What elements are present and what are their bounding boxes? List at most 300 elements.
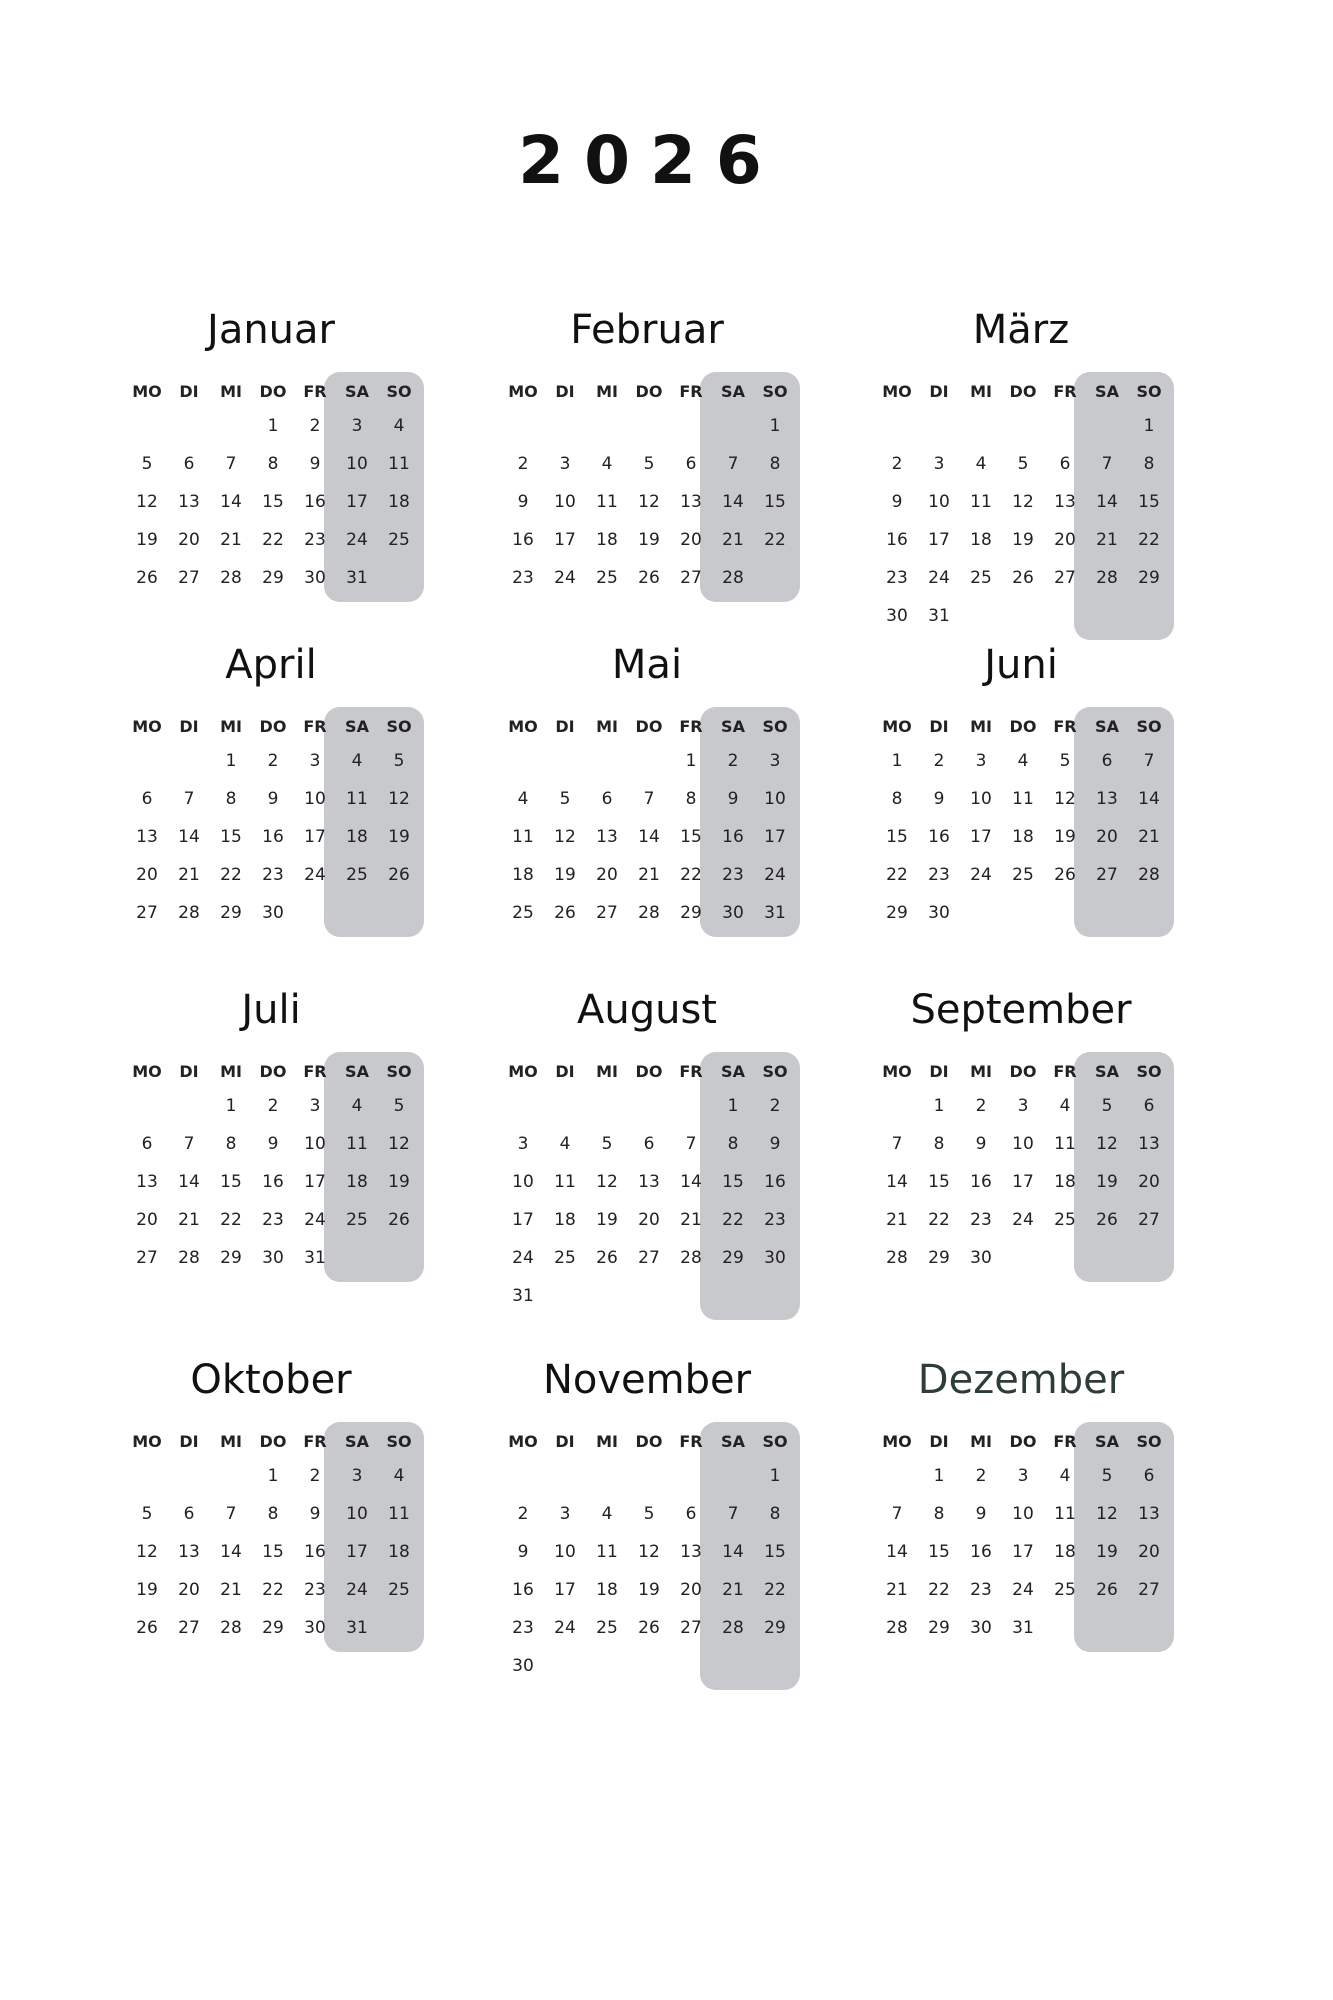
empty-day-cell: [544, 407, 586, 445]
day-cell: 24: [554, 1618, 576, 1638]
day-cell: 5: [559, 789, 571, 809]
day-cell: 12: [596, 1172, 618, 1192]
day-cell: 18: [1054, 1542, 1076, 1562]
day-cell: 22: [262, 1580, 284, 1600]
weekday-header-so: SO: [386, 382, 412, 401]
day-cell: 18: [388, 492, 410, 512]
weekday-header-sa: SA: [345, 1062, 369, 1081]
day-cell: 14: [638, 827, 660, 847]
weekday-header-mo: MO: [132, 717, 162, 736]
month-august: [488, 985, 806, 1315]
day-cell: 12: [388, 1134, 410, 1154]
weekday-header-fr: FR: [303, 717, 327, 736]
day-cell: 7: [183, 789, 195, 809]
day-cell: 8: [267, 1504, 279, 1524]
day-cell: 23: [970, 1210, 992, 1230]
empty-day-cell: [126, 742, 168, 780]
weekday-header-mi: MI: [970, 382, 992, 401]
day-cell: 9: [975, 1134, 987, 1154]
day-cell: 20: [1054, 530, 1076, 550]
weekday-header-mo: MO: [508, 1432, 538, 1451]
day-cell: 29: [680, 903, 702, 923]
day-cell: 10: [512, 1172, 534, 1192]
empty-day-cell: [918, 407, 960, 445]
day-cell: 25: [1012, 865, 1034, 885]
empty-day-cell: [628, 742, 670, 780]
weekday-header-do: DO: [259, 382, 287, 401]
month-name: April: [225, 642, 317, 688]
day-cell: 15: [928, 1542, 950, 1562]
empty-day-cell: [628, 407, 670, 445]
day-cell: 5: [1017, 454, 1029, 474]
day-cell: 9: [517, 492, 529, 512]
day-cell: 22: [220, 1210, 242, 1230]
day-cell: 10: [764, 789, 786, 809]
day-cell: 30: [928, 903, 950, 923]
day-cell: 13: [1138, 1134, 1160, 1154]
day-cell: 18: [388, 1542, 410, 1562]
day-cell: 20: [1138, 1542, 1160, 1562]
day-cell: 4: [351, 1096, 363, 1116]
day-cell: 23: [722, 865, 744, 885]
weekday-header-di: DI: [179, 1432, 199, 1451]
day-cell: 6: [141, 789, 153, 809]
weekday-header-fr: FR: [303, 1062, 327, 1081]
empty-day-cell: [168, 742, 210, 780]
weekday-header-sa: SA: [1095, 382, 1119, 401]
day-cell: 11: [1054, 1504, 1076, 1524]
empty-day-cell: [876, 1457, 918, 1495]
weekday-header-fr: FR: [679, 717, 703, 736]
month-day-grid: [126, 1427, 430, 1647]
day-cell: 28: [178, 1248, 200, 1268]
day-cell: 27: [178, 568, 200, 588]
empty-day-cell: [1086, 407, 1128, 445]
day-cell: 9: [891, 492, 903, 512]
weekday-header-mo: MO: [508, 382, 538, 401]
day-cell: 28: [220, 1618, 242, 1638]
day-cell: 25: [596, 568, 618, 588]
day-cell: 8: [1143, 454, 1155, 474]
day-cell: 26: [1012, 568, 1034, 588]
day-cell: 10: [1012, 1134, 1034, 1154]
day-cell: 9: [267, 789, 279, 809]
day-cell: 2: [267, 751, 279, 771]
day-cell: 11: [388, 454, 410, 474]
weekday-header-so: SO: [762, 1062, 788, 1081]
day-cell: 1: [225, 751, 237, 771]
weekday-header-so: SO: [386, 1062, 412, 1081]
day-cell: 16: [262, 827, 284, 847]
day-cell: 6: [1143, 1096, 1155, 1116]
weekday-header-sa: SA: [1095, 1432, 1119, 1451]
day-cell: 21: [722, 530, 744, 550]
weekday-header-mi: MI: [970, 717, 992, 736]
day-cell: 6: [685, 1504, 697, 1524]
month-name: März: [972, 307, 1070, 353]
weekday-header-mi: MI: [220, 382, 242, 401]
empty-day-cell: [168, 407, 210, 445]
weekday-header-mo: MO: [132, 1432, 162, 1451]
empty-day-cell: [168, 1457, 210, 1495]
month-day-grid: [502, 1427, 806, 1685]
day-cell: 29: [220, 903, 242, 923]
day-cell: 7: [891, 1134, 903, 1154]
day-cell: 19: [136, 1580, 158, 1600]
day-cell: 10: [346, 454, 368, 474]
weekday-header-mo: MO: [882, 717, 912, 736]
day-cell: 10: [304, 789, 326, 809]
day-cell: 13: [178, 492, 200, 512]
day-cell: 30: [512, 1656, 534, 1676]
weekday-header-so: SO: [386, 1432, 412, 1451]
day-cell: 2: [769, 1096, 781, 1116]
day-cell: 14: [722, 492, 744, 512]
weekday-header-fr: FR: [1053, 382, 1077, 401]
day-cell: 1: [267, 416, 279, 436]
day-cell: 12: [638, 492, 660, 512]
weekday-header-do: DO: [635, 717, 663, 736]
empty-day-cell: [960, 407, 1002, 445]
day-cell: 19: [1012, 530, 1034, 550]
day-cell: 18: [346, 827, 368, 847]
day-cell: 26: [1096, 1210, 1118, 1230]
day-cell: 29: [220, 1248, 242, 1268]
day-cell: 3: [933, 454, 945, 474]
day-cell: 21: [638, 865, 660, 885]
day-cell: 8: [769, 454, 781, 474]
day-cell: 10: [346, 1504, 368, 1524]
weekday-header-mo: MO: [882, 382, 912, 401]
day-cell: 16: [512, 530, 534, 550]
day-cell: 9: [727, 789, 739, 809]
month-day-grid: [502, 712, 806, 932]
day-cell: 31: [512, 1286, 534, 1306]
day-cell: 28: [886, 1618, 908, 1638]
day-cell: 15: [764, 492, 786, 512]
empty-day-cell: [586, 1457, 628, 1495]
day-cell: 3: [517, 1134, 529, 1154]
day-cell: 16: [970, 1172, 992, 1192]
weekday-header-do: DO: [1009, 1062, 1037, 1081]
day-cell: 31: [764, 903, 786, 923]
day-cell: 6: [141, 1134, 153, 1154]
day-cell: 20: [178, 1580, 200, 1600]
day-cell: 30: [970, 1618, 992, 1638]
day-cell: 12: [638, 1542, 660, 1562]
calendar-year-title: 2026: [518, 122, 782, 199]
weekday-header-do: DO: [259, 717, 287, 736]
day-cell: 18: [596, 530, 618, 550]
empty-day-cell: [670, 407, 712, 445]
day-cell: 2: [975, 1096, 987, 1116]
day-cell: 23: [512, 568, 534, 588]
day-cell: 30: [886, 606, 908, 626]
day-cell: 8: [933, 1134, 945, 1154]
day-cell: 16: [970, 1542, 992, 1562]
day-cell: 30: [262, 1248, 284, 1268]
day-cell: 21: [220, 530, 242, 550]
weekday-header-fr: FR: [679, 382, 703, 401]
weekday-header-so: SO: [1136, 1432, 1162, 1451]
day-cell: 4: [601, 1504, 613, 1524]
weekday-header-so: SO: [1136, 717, 1162, 736]
day-cell: 8: [225, 789, 237, 809]
day-cell: 20: [638, 1210, 660, 1230]
day-cell: 20: [596, 865, 618, 885]
day-cell: 9: [769, 1134, 781, 1154]
day-cell: 27: [1138, 1210, 1160, 1230]
weekday-header-mo: MO: [508, 717, 538, 736]
weekday-header-sa: SA: [1095, 717, 1119, 736]
day-cell: 19: [554, 865, 576, 885]
month-day-grid: [502, 377, 806, 597]
day-cell: 16: [886, 530, 908, 550]
day-cell: 19: [1096, 1172, 1118, 1192]
weekday-header-mi: MI: [596, 382, 618, 401]
day-cell: 15: [220, 827, 242, 847]
weekday-header-di: DI: [929, 717, 949, 736]
empty-day-cell: [1002, 407, 1044, 445]
weekday-header-so: SO: [1136, 382, 1162, 401]
day-cell: 3: [351, 1466, 363, 1486]
weekday-header-di: DI: [929, 1432, 949, 1451]
weekday-header-mi: MI: [596, 1062, 618, 1081]
day-cell: 17: [346, 492, 368, 512]
day-cell: 28: [680, 1248, 702, 1268]
day-cell: 22: [722, 1210, 744, 1230]
day-cell: 27: [1096, 865, 1118, 885]
day-cell: 12: [388, 789, 410, 809]
day-cell: 15: [1138, 492, 1160, 512]
day-cell: 3: [351, 416, 363, 436]
weekday-header-mi: MI: [970, 1062, 992, 1081]
weekday-header-sa: SA: [345, 1432, 369, 1451]
day-cell: 30: [304, 568, 326, 588]
day-cell: 13: [136, 1172, 158, 1192]
day-cell: 23: [262, 865, 284, 885]
day-cell: 13: [136, 827, 158, 847]
day-cell: 30: [304, 1618, 326, 1638]
weekday-header-do: DO: [1009, 1432, 1037, 1451]
day-cell: 2: [933, 751, 945, 771]
day-cell: 10: [554, 492, 576, 512]
day-cell: 13: [1096, 789, 1118, 809]
day-cell: 29: [1138, 568, 1160, 588]
empty-day-cell: [502, 1457, 544, 1495]
day-cell: 19: [638, 530, 660, 550]
day-cell: 25: [970, 568, 992, 588]
day-cell: 4: [1059, 1096, 1071, 1116]
day-cell: 24: [304, 1210, 326, 1230]
month-day-grid: [502, 1057, 806, 1315]
day-cell: 26: [638, 568, 660, 588]
day-cell: 31: [928, 606, 950, 626]
day-cell: 18: [970, 530, 992, 550]
day-cell: 7: [1143, 751, 1155, 771]
weekday-header-di: DI: [179, 1062, 199, 1081]
day-cell: 17: [554, 530, 576, 550]
day-cell: 17: [1012, 1542, 1034, 1562]
day-cell: 25: [388, 530, 410, 550]
day-cell: 24: [928, 568, 950, 588]
empty-day-cell: [210, 1457, 252, 1495]
weekday-header-sa: SA: [721, 1062, 745, 1081]
day-cell: 1: [769, 416, 781, 436]
day-cell: 3: [1017, 1096, 1029, 1116]
day-cell: 9: [309, 1504, 321, 1524]
month-day-grid: [126, 1057, 430, 1277]
day-cell: 31: [304, 1248, 326, 1268]
month-day-grid: [876, 1427, 1180, 1647]
month-name: Oktober: [190, 1357, 352, 1403]
month-september: [862, 985, 1180, 1277]
day-cell: 19: [136, 530, 158, 550]
day-cell: 3: [559, 1504, 571, 1524]
day-cell: 28: [722, 1618, 744, 1638]
day-cell: 3: [769, 751, 781, 771]
day-cell: 13: [680, 492, 702, 512]
weekday-header-di: DI: [555, 717, 575, 736]
day-cell: 2: [517, 454, 529, 474]
day-cell: 28: [220, 568, 242, 588]
month-dezember: [862, 1355, 1180, 1647]
day-cell: 28: [722, 568, 744, 588]
day-cell: 6: [183, 1504, 195, 1524]
day-cell: 31: [346, 568, 368, 588]
weekday-header-do: DO: [635, 382, 663, 401]
weekday-header-so: SO: [762, 1432, 788, 1451]
day-cell: 7: [225, 454, 237, 474]
month-februar: [488, 305, 806, 597]
day-cell: 27: [680, 1618, 702, 1638]
day-cell: 9: [933, 789, 945, 809]
weekday-header-fr: FR: [679, 1432, 703, 1451]
day-cell: 5: [643, 1504, 655, 1524]
day-cell: 25: [346, 1210, 368, 1230]
day-cell: 12: [1096, 1134, 1118, 1154]
day-cell: 11: [1012, 789, 1034, 809]
day-cell: 26: [136, 568, 158, 588]
day-cell: 7: [891, 1504, 903, 1524]
empty-day-cell: [628, 1087, 670, 1125]
day-cell: 22: [1138, 530, 1160, 550]
weekday-header-mi: MI: [970, 1432, 992, 1451]
empty-day-cell: [670, 1087, 712, 1125]
day-cell: 7: [727, 454, 739, 474]
day-cell: 18: [512, 865, 534, 885]
month-day-grid: [876, 712, 1180, 932]
day-cell: 24: [554, 568, 576, 588]
day-cell: 14: [220, 1542, 242, 1562]
day-cell: 30: [722, 903, 744, 923]
day-cell: 19: [638, 1580, 660, 1600]
empty-day-cell: [502, 1087, 544, 1125]
day-cell: 13: [638, 1172, 660, 1192]
day-cell: 18: [1054, 1172, 1076, 1192]
day-cell: 9: [309, 454, 321, 474]
empty-day-cell: [670, 1457, 712, 1495]
day-cell: 27: [638, 1248, 660, 1268]
day-cell: 29: [764, 1618, 786, 1638]
weekday-header-so: SO: [762, 717, 788, 736]
weekday-header-mi: MI: [596, 717, 618, 736]
day-cell: 29: [886, 903, 908, 923]
day-cell: 8: [769, 1504, 781, 1524]
day-cell: 4: [1059, 1466, 1071, 1486]
day-cell: 21: [1096, 530, 1118, 550]
day-cell: 11: [596, 1542, 618, 1562]
day-cell: 24: [346, 530, 368, 550]
day-cell: 1: [225, 1096, 237, 1116]
day-cell: 11: [512, 827, 534, 847]
day-cell: 31: [1012, 1618, 1034, 1638]
month-märz: [862, 305, 1180, 635]
day-cell: 22: [764, 530, 786, 550]
day-cell: 1: [769, 1466, 781, 1486]
day-cell: 13: [1054, 492, 1076, 512]
weekday-header-di: DI: [555, 382, 575, 401]
day-cell: 16: [304, 1542, 326, 1562]
day-cell: 15: [262, 1542, 284, 1562]
day-cell: 24: [1012, 1210, 1034, 1230]
weekday-header-di: DI: [179, 382, 199, 401]
day-cell: 4: [351, 751, 363, 771]
day-cell: 5: [1101, 1096, 1113, 1116]
day-cell: 14: [178, 1172, 200, 1192]
day-cell: 11: [346, 789, 368, 809]
empty-day-cell: [210, 407, 252, 445]
weekday-header-fr: FR: [1053, 1432, 1077, 1451]
day-cell: 8: [933, 1504, 945, 1524]
day-cell: 25: [1054, 1580, 1076, 1600]
day-cell: 5: [393, 751, 405, 771]
day-cell: 23: [764, 1210, 786, 1230]
day-cell: 22: [928, 1210, 950, 1230]
day-cell: 17: [928, 530, 950, 550]
day-cell: 9: [975, 1504, 987, 1524]
day-cell: 1: [267, 1466, 279, 1486]
day-cell: 14: [886, 1542, 908, 1562]
weekday-header-mi: MI: [220, 1432, 242, 1451]
day-cell: 17: [970, 827, 992, 847]
day-cell: 26: [388, 1210, 410, 1230]
day-cell: 23: [928, 865, 950, 885]
day-cell: 21: [178, 865, 200, 885]
day-cell: 25: [346, 865, 368, 885]
day-cell: 8: [685, 789, 697, 809]
day-cell: 1: [933, 1096, 945, 1116]
month-januar: [112, 305, 430, 597]
day-cell: 12: [136, 1542, 158, 1562]
day-cell: 4: [517, 789, 529, 809]
weekday-header-mo: MO: [132, 1062, 162, 1081]
day-cell: 22: [262, 530, 284, 550]
day-cell: 13: [680, 1542, 702, 1562]
empty-day-cell: [126, 407, 168, 445]
day-cell: 1: [891, 751, 903, 771]
day-cell: 17: [304, 1172, 326, 1192]
day-cell: 18: [596, 1580, 618, 1600]
day-cell: 30: [764, 1248, 786, 1268]
day-cell: 16: [764, 1172, 786, 1192]
weekday-header-sa: SA: [721, 382, 745, 401]
weekday-header-sa: SA: [721, 717, 745, 736]
day-cell: 23: [304, 530, 326, 550]
day-cell: 27: [1138, 1580, 1160, 1600]
weekday-header-mo: MO: [882, 1062, 912, 1081]
weekday-header-do: DO: [635, 1432, 663, 1451]
